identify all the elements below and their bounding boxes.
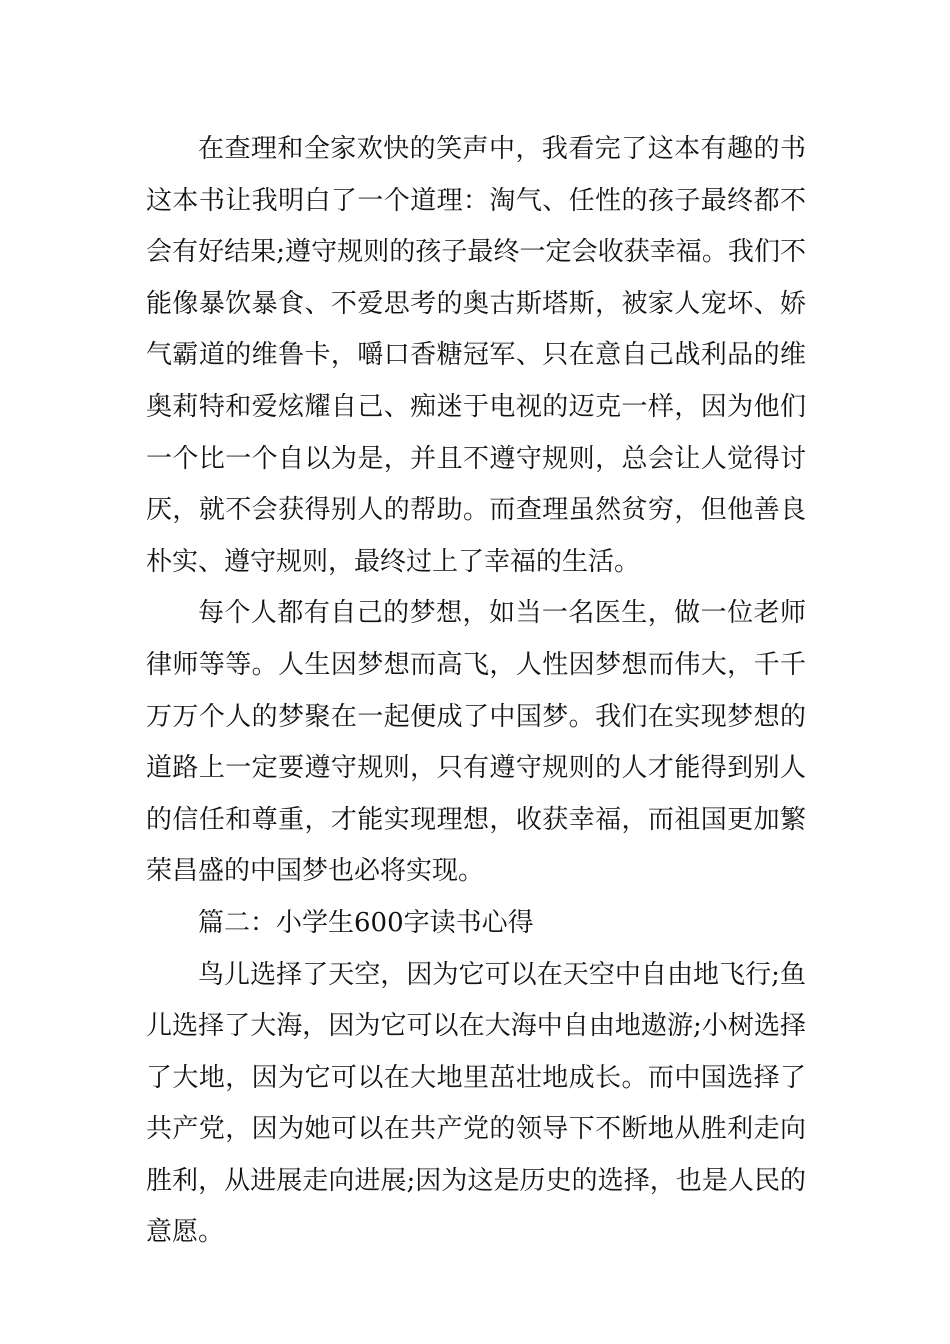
text-line: 这本书让我明白了一个道理：淘气、任性的孩子最终都不 xyxy=(146,185,806,216)
section-heading: 篇二：小学生600字读书心得 xyxy=(198,907,534,938)
text-line: 在查理和全家欢快的笑声中，我看完了这本有趣的书 xyxy=(198,134,806,164)
text-line: 道路上一定要遵守规则，只有遵守规则的人才能得到别人 xyxy=(146,753,806,784)
text-line: 的信任和尊重，才能实现理想，收获幸福，而祖国更加繁 xyxy=(146,804,806,835)
text-line: 一个比一个自以为是，并且不遵守规则，总会让人觉得讨 xyxy=(146,443,806,474)
text-line: 奥莉特和爱炫耀自己、痴迷于电视的迈克一样，因为他们 xyxy=(146,391,806,422)
text-line: 能像暴饮暴食、不爱思考的奥古斯塔斯，被家人宠坏、娇 xyxy=(146,288,806,319)
text-line: 厌，就不会获得别人的帮助。而查理虽然贫穷，但他善良 xyxy=(146,495,806,526)
text-line: 共产党，因为她可以在共产党的领导下不断地从胜利走向 xyxy=(146,1114,806,1145)
text-line: 鸟儿选择了天空，因为它可以在天空中自由地飞行;鱼 xyxy=(198,959,806,990)
text-line: 荣昌盛的中国梦也必将实现。 xyxy=(146,856,485,887)
text-line: 了大地，因为它可以在大地里茁壮地成长。而中国选择了 xyxy=(146,1062,806,1093)
text-line: 会有好结果;遵守规则的孩子最终一定会收获幸福。我们不 xyxy=(146,237,806,268)
text-line: 每个人都有自己的梦想，如当一名医生，做一位老师 xyxy=(198,598,806,629)
text-line: 朴实、遵守规则，最终过上了幸福的生活。 xyxy=(146,546,641,577)
text-line: 胜利，从进展走向进展;因为这是历史的选择，也是人民的 xyxy=(146,1165,806,1196)
text-line: 律师等等。人生因梦想而高飞，人性因梦想而伟大，千千 xyxy=(146,649,806,680)
text-line: 万万个人的梦聚在一起便成了中国梦。我们在实现梦想的 xyxy=(146,701,806,732)
text-line: 意愿。 xyxy=(146,1217,225,1248)
document-body xyxy=(146,124,806,1259)
text-line: 儿选择了大海，因为它可以在大海中自由地遨游;小树选择 xyxy=(146,1011,806,1042)
text-line: 气霸道的维鲁卡，嚼口香糖冠军、只在意自己战利品的维 xyxy=(146,340,806,371)
